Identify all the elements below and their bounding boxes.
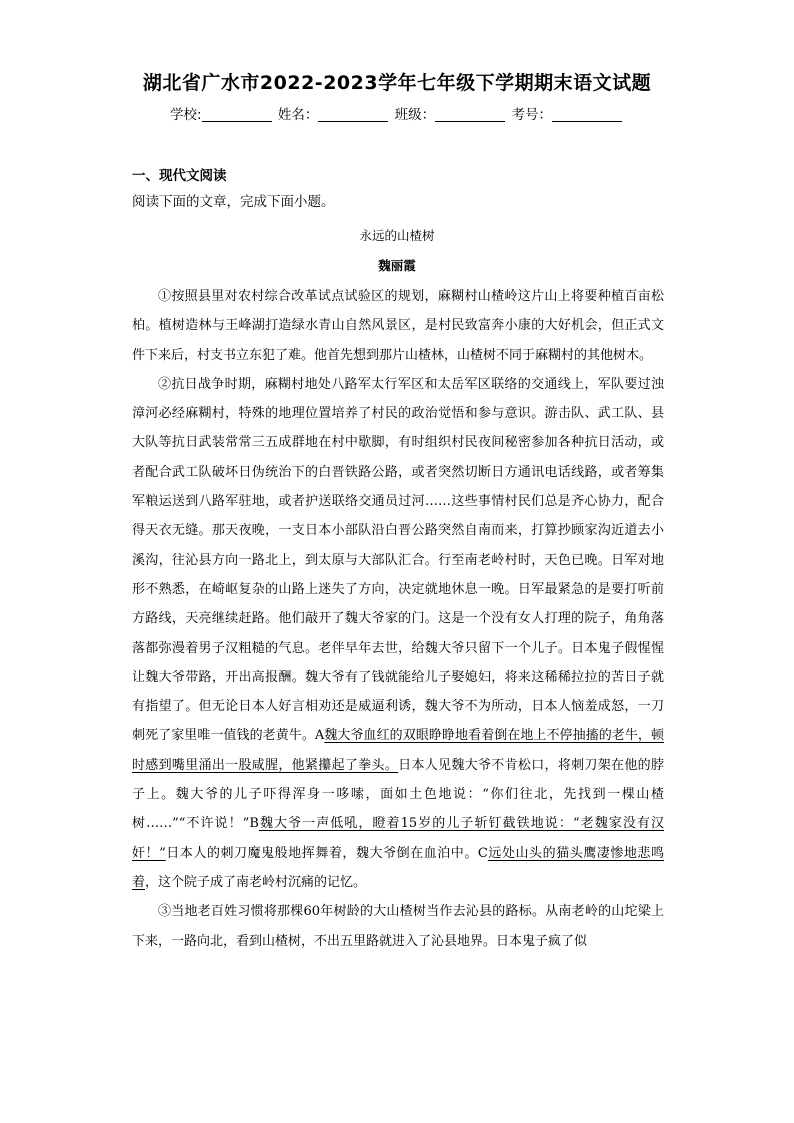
underlined-sentence-a: 魏大爷血红的双眼睁睁地看着倒在地上不停抽搐的老牛，顿时感到嘴里涌出一股咸腥，他紧攥起了拳头。 (132, 728, 664, 773)
paragraph-2-part-c: 日本人的刺刀魔鬼般地挥舞着，魏大爷倒在血泊中。C (165, 845, 488, 861)
article-title: 永远的山楂树 (359, 228, 435, 243)
paragraph-2-part-b: 日本人见魏大爷不肯松口，将刺刀架在他的脖子上。魏大爷的儿子吓得浑身一哆嗦，面如土色地说：“你们往北，先找到一棵山楂树……”“不许说！”B (132, 757, 664, 832)
paragraph-2 (132, 370, 664, 897)
class-blank (435, 107, 505, 122)
article-body (132, 282, 664, 956)
reading-instruction: 阅读下面的文章，完成下面小题。 (132, 194, 335, 210)
school-blank (202, 107, 272, 122)
underlined-sentence-c: 远处山头的猫头鹰凄惨地悲鸣着 (132, 845, 664, 890)
article-author: 魏丽霞 (378, 258, 416, 273)
paragraph-3: ③当地老百姓习惯将那棵60年树龄的大山楂树当作去沁县的路标。从南老岭的山坨梁上下来，一路向北，看到山楂树，不出五里路就进入了沁县地界。日本鬼子疯了似 (132, 904, 664, 949)
section-heading: 一、现代文阅读 (132, 168, 227, 184)
exam-title: 湖北省广水市2022-2023学年七年级下学期期末语文试题 (142, 72, 652, 94)
paragraph-1: ①按照县里对农村综合改革试点试验区的规划，麻糊村山楂岭这片山上将要种植百亩松柏。植树造林与王峰湖打造绿水青山自然风景区，是村民致富奔小康的大好机会，但正式文件下来后，村支书立东犯了难。他首先想到那片山楂林，山楂树不同于麻糊村的其他树木。 (132, 289, 664, 363)
underlined-sentence-b: 魏大爷一声低吼，瞪着15岁的儿子斩钉截铁地说：“老魏家没有汉奸！” (132, 816, 664, 861)
exam-number-label: 考号： (511, 107, 552, 123)
name-blank (318, 107, 388, 122)
paragraph-2-part-d: ，这个院子成了南老岭村沉痛的记忆。 (145, 874, 367, 890)
exam-number-blank (552, 107, 622, 122)
class-label: 班级： (394, 107, 436, 123)
student-info-row (0, 103, 794, 123)
name-label: 姓名： (277, 107, 319, 123)
school-label: 学校: (170, 107, 202, 123)
paragraph-2-part-a: ②抗日战争时期，麻糊村地处八路军太行军区和太岳军区联络的交通线上，军队要过浊漳河必经麻糊村，特殊的地理位置培养了村民的政治觉悟和参与意识。游击队、武工队、县大队等抗日武装常常三五成群地在村中歇脚，有时组织村民夜间秘密参加各种抗日活动，或者配合武工队破坏日伪统治下的白晋铁路公路，或者突然切断日方通讯电话线路，或者筹集军粮运送到八路军驻地，或者护送联络交通员过河……这些事情村民们总是齐心协力，配合得天衣无缝。那天夜晚，一支日本小部队沿白晋公路突然自南而来，打算抄顾家沟近道去小溪沟，往沁县方向一路北上，到太原与大部队汇合。行至南老岭村时，天色已晚。日军对地形不熟悉，在崎岖复杂的山路上迷失了方向，决定就地休息一晚。日军最紧急的是要打听前方路线，天亮继续赶路。他们敲开了魏大爷家的门。这是一个没有女人打理的院子，角角落落都弥漫着男子汉粗糙的气息。老伴早年去世，给魏大爷只留下一个儿子。日本鬼子假惺惺让魏大爷带路，开出高报酬。魏大爷有了钱就能给儿子娶媳妇，将来这稀稀拉拉的苦日子就有指望了。但无论日本人好言相劝还是威逼利诱，魏大爷不为所动，日本人恼羞成怒，一刀刺死了家里唯一值钱的老黄牛。A (132, 376, 664, 744)
